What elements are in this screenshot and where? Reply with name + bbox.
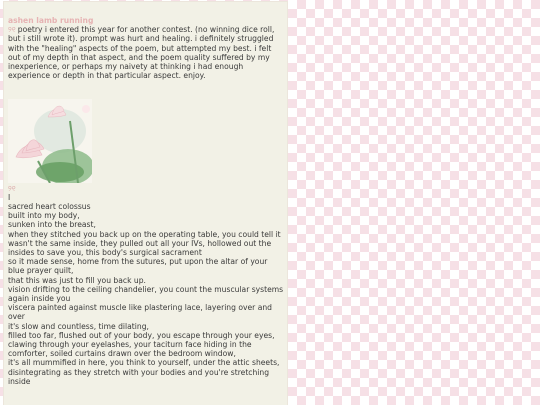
post-author[interactable]: ashen lamb running [8, 16, 94, 25]
post-container [4, 2, 287, 405]
poem-line: that this was just to fill you back up. [8, 275, 146, 285]
poem-line: so it made sense, home from the sutures, put upon the altar of your blue prayer quilt, [8, 257, 268, 276]
poem-line: viscera painted against muscle like plastering lace, layering over and over [8, 303, 272, 322]
poem-line: sunken into the breast, [8, 220, 96, 230]
poem-section-number: I [8, 192, 11, 202]
poem-line: sacred heart colossus [8, 201, 91, 211]
poem-line: vision drifting to the ceiling chandelier, you count the muscular systems again inside you [8, 284, 284, 304]
poem-line: filled too far, flushed out of your body, you escape through your eyes, clawing through your eyelashes, your taciturn face hiding in the comforter, soiled curtains drawn over the bedroom window, [8, 330, 275, 359]
poem-divider-symbol: ୨୧ [8, 183, 16, 193]
lotus-image [8, 99, 92, 183]
poem-line: built into my body, [8, 211, 80, 221]
poem-line: it's all mummified in here, you think to yourself, under the attic sheets, disintegrating as they stretch with your bodies and you're stretching inside [8, 358, 280, 386]
poem-body [8, 193, 284, 386]
ribbon-symbol-icon: ୨୧ [8, 25, 16, 34]
poem-line: it's slow and countless, time dilating, [8, 321, 149, 331]
post-intro [8, 25, 284, 81]
intro-text: poetry i entered this year for another contest. (no winning dice roll, but i still wrote it). prompt was hurt and healing. i definitely struggled with the "healing" aspects of the poem, but attempted my best. i felt out of my depth in that aspect, and the poem quality suffered by my inexperience, or perhaps my naivety at thinking i had enough experience or depth in that particular aspect. enjoy. [8, 25, 275, 81]
poem-line: when they stitched you back up on the operating table, you could tell it wasn't the same inside, they pulled out all your IVs, hollowed out the insides to save you, this body's surgical sacrament [8, 229, 281, 257]
